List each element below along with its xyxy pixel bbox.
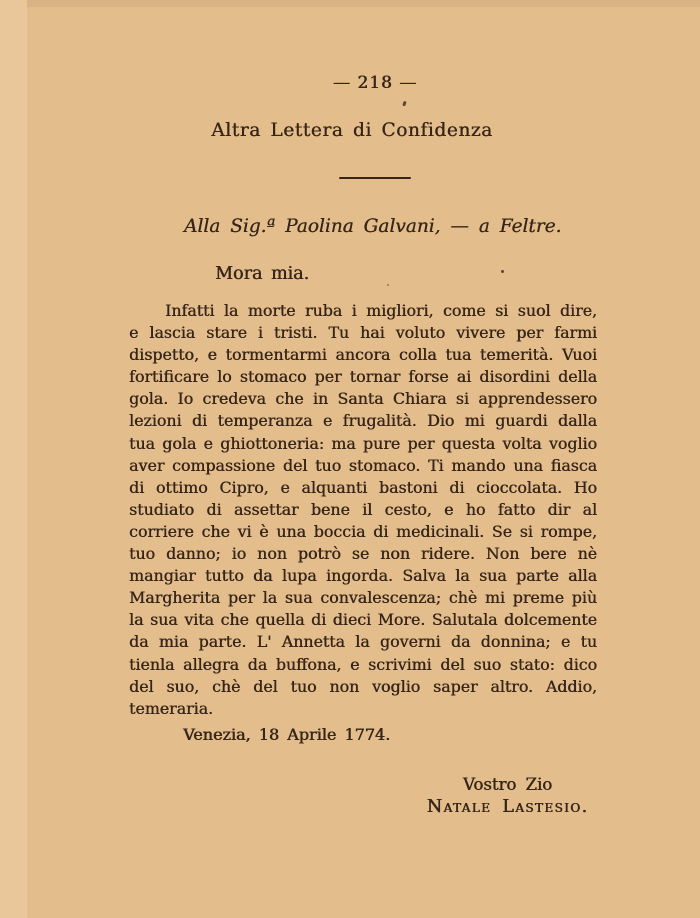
scan-speck bbox=[402, 101, 406, 107]
signature-block bbox=[400, 775, 615, 817]
body-line: da mia parte. L' Annetta la governi da donnina; e tu bbox=[129, 632, 597, 652]
page-number: — 218 — bbox=[332, 73, 418, 93]
body-line: aver compassione del tuo stomaco. Ti mando una fiasca bbox=[129, 455, 597, 475]
body-line: la sua vita che quella di dieci More. Salutala dolcemente bbox=[129, 610, 597, 630]
salutation-line: Alla Sig.ª Paolina Galvani, — a Feltre. bbox=[184, 216, 562, 237]
body-line: Infatti la morte ruba i migliori, come si suol dire, bbox=[165, 301, 597, 320]
body-line: tienla allegra da buffona, e scrivimi del suo stato: dico bbox=[129, 654, 597, 674]
title-divider bbox=[339, 177, 411, 179]
body-line: lezioni di temperanza e frugalità. Dio mi guardi dalla bbox=[129, 411, 597, 431]
body-line: gola. Io credeva che in Santa Chiara si apprendessero bbox=[129, 389, 597, 409]
signature-role: Vostro Zio bbox=[462, 775, 553, 794]
letter-body bbox=[129, 300, 597, 720]
scan-left-edge bbox=[0, 0, 27, 918]
body-line: dispetto, e tormentarmi ancora colla tua temerità. Vuoi bbox=[129, 345, 597, 365]
body-line: temeraria. bbox=[129, 698, 214, 718]
body-line: fortificare lo stomaco per tornar forse ai disordini della bbox=[129, 367, 597, 387]
body-line: studiato di assettar bene il cesto, e ho fatto dir al bbox=[129, 499, 597, 519]
body-line: mangiar tutto da lupa ingorda. Salva la sua parte alla bbox=[129, 566, 597, 586]
signature-name: Natale Lastesio. bbox=[426, 797, 589, 817]
scan-speck bbox=[501, 270, 504, 273]
body-line: tua gola e ghiottoneria: ma pure per questa volta voglio bbox=[129, 433, 597, 453]
page-title: Altra Lettera di Confidenza bbox=[211, 120, 493, 141]
body-line: del suo, chè del tuo non voglio saper altro. Addio, bbox=[129, 676, 597, 696]
scan-speck bbox=[387, 284, 389, 286]
body-line: e lascia stare i tristi. Tu hai voluto vivere per farmi bbox=[129, 323, 597, 343]
scan-top-edge bbox=[27, 0, 700, 7]
body-line: tuo danno; io non potrò se non ridere. Non bere nè bbox=[129, 544, 597, 564]
greeting-line: Mora mia. bbox=[215, 264, 310, 284]
body-line: corriere che vi è una boccia di medicinali. Se si rompe, bbox=[129, 521, 597, 541]
body-line: di ottimo Cipro, e alquanti bastoni di cioccolata. Ho bbox=[129, 477, 597, 497]
body-line: Margherita per la sua convalescenza; chè mi preme più bbox=[129, 588, 597, 608]
dateline: Venezia, 18 Aprile 1774. bbox=[183, 725, 391, 744]
